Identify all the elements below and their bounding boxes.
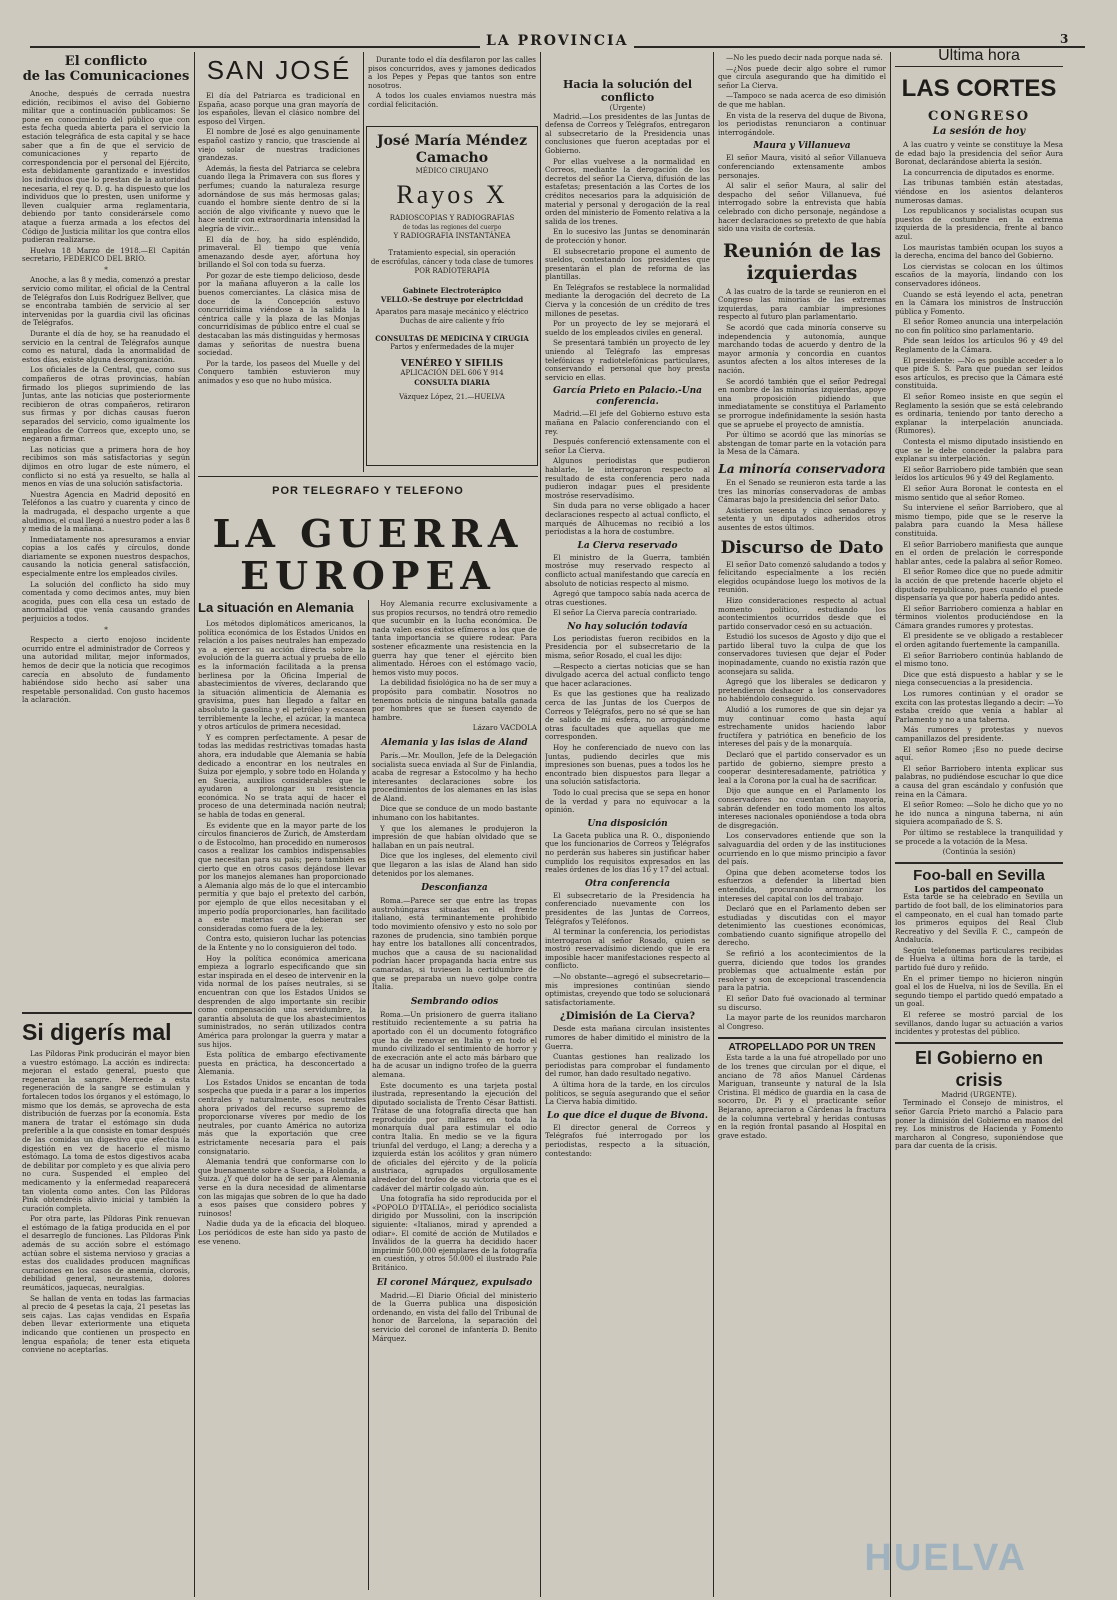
continuation-note: (Continúa la sesión) xyxy=(942,847,1016,857)
paragraph: El señor Maura, visitó al señor Villanueva conferenciando extensamente ambos personajes. xyxy=(718,153,886,180)
paragraph: Los conservadores entiende que son la salvaguardia del orden y de las instituciones ocurriendo en lo que mismo principio a favor del país. xyxy=(718,831,886,867)
paragraph: Cuantas gestiones han realizado los periodistas para comprobar el fundamento del rumor, han dado resultado negativo. xyxy=(545,1052,710,1079)
paragraph: Roma.—Un prisionero de guerra italiano restituido recientemente a su patria ha aportado con él un documento fotográfico que ha de renovar en Italia y en todo el mundo civilizado el sentimiento de horror y de execración ante el acto más bárbaro que ha de acusar un indigno trofeo de la guerra alemana. xyxy=(372,1009,537,1079)
paragraph: El señor Barriobero manifiesta que aunque en el orden de prelación le corresponde hablar antes, cede la palabra al señor Romeo. xyxy=(895,539,1063,566)
subtitle: Maura y Villanueva xyxy=(753,141,851,152)
paragraph: Agregó que tampoco sabía nada acerca de otras cuestiones. xyxy=(545,589,710,607)
paragraph: Hoy la política económica americana empieza a lograrlo especificando que sin estar inspirada en el deseo de intervenir en la vida normal de los países neutrales, si se encuentran con que los Estados Unidos se desprenden de algo importante sin recibir como compensación una servidumbre, la garantía absoluta de que los abastecimientos suministrados, no serán utilizados contra América para prolongar la guerra y matar a sus hijos. xyxy=(198,953,366,1049)
paragraph: A todos los cuales enviamos nuestra más cordial felicitación. xyxy=(368,91,536,109)
paragraph: Los oficiales de la Central, que, como sus compañeros de otras provincias, habían firmado los pliegos suprimiendo de las Juntas, ante las noticias que posteriormente recibieron de otras compañeros, retiraron sus firmas y por dichas causas fueron separados del servicio, como igualmente los empleados de Correos que, excepto uno, se negaron a firmar. xyxy=(22,365,190,444)
paragraph: Anoche, a las 8 y media, comenzó a prestar servicio como militar, el oficial de la Central de Telégrafos don Luis Rodríguez Bellver, que se encontraba también de servicio al ser intervenidas por la guardia civil las oficinas de Telégrafos. xyxy=(22,275,190,328)
ad-line: RADIOSCOPIAS Y RADIOGRAFIAS xyxy=(389,214,515,222)
paragraph: Agregó que los liberales se dedicaron y pretendieron deshacer a los conservadores no habiéndolo conseguido. xyxy=(718,677,886,704)
guerra-subtitle: Sembrando odios xyxy=(410,996,499,1007)
paragraph: Roma.—Parece ser que entre las tropas austrohúngaras situadas en el frente italiano, está terminantemente prohibido todo movimiento ofensivo y esto no solo por razones de prudencia, sino también porque hay entre los batallones allí concentrados, muchos que a causa de su nacionalidad podrían hacer propaganda hacia entre sus camaradas, si tuviesen la certidumbre de que se preparaba un nuevo golpe contra Italia. xyxy=(372,896,537,992)
subtitle: Los partidos del campeonato xyxy=(914,883,1044,894)
paragraph: Una fotografía ha sido reproducida por el «POPOLO D'ITALIA», el periódico socialista dirigido por Mussolini, con la inscripción siguiente: «Italianos, mirad y aprended a odiar». El comité de acción de Mutilados e Inválidos de la guerra ha decidido hacer imprimir 500.000 ejemplares de la fotografía en cuestión, y otros 50.000 el ilustrado Pale Británico. xyxy=(372,1194,537,1272)
paragraph: Hoy Alemania recurre exclusivamente a sus propios recursos, no tendrá otro remedio que sucumbir en la lucha económica. De nada valen esos éxitos efímeros a los que de tanta importancia se quiere rodear. Para sostener eficazmente una resistencia en la guerra hay que tener el ejército bien alimentado. Héroes con el estómago vacío, hemos visto muy pocos. xyxy=(372,600,537,677)
subtitle: La sesión de hoy xyxy=(932,126,1026,137)
paragraph: En Telégrafos se restablece la normalidad mediante la derogación del decreto de La Cierva y la concesión de un crédito de tres millones de pesetas. xyxy=(545,282,710,318)
guerra-col-a xyxy=(198,600,366,1590)
paragraph: Por otra parte, las Píldoras Pink renuevan el estómago de la fatiga producida en el por el desarreglo de funciones. Las Píldoras Pink además de su acción sobre el estómago actúan sobre el sistema nervioso y gracias a estas dos cualidades producen magníficas curaciones en los casos de anemia, clorosis, debilidad general, neurastenia, dolores reumáticos, jaquecas, neuralgias. xyxy=(22,1214,190,1293)
article-tag: (Urgente) xyxy=(609,103,646,112)
paragraph: Los republicanos y socialistas ocupan sus puestos de costumbre en la extrema izquierda de la presidencia, frente al banco azul. xyxy=(895,206,1063,241)
paragraph: Las noticias que a primera hora de hoy recibimos son más satisfactorias y según dijimos en otro lugar de este número, el conflicto si no está ya resuelto, se halla al menos en vías de una solución satisfactoria. xyxy=(22,444,190,489)
paragraph: Después conferenció extensamente con el señor La Cierva. xyxy=(545,437,710,455)
paragraph: El señor Romeo ¡Eso no puede decirse aquí. xyxy=(895,744,1063,763)
paragraph: El señor La Cierva parecía contrariado. xyxy=(553,608,698,618)
paragraph: Hizo consideraciones respecto al actual momento político, estudiando los acontecimientos ocurridos desde que el partido conservador cesó en su actuación. xyxy=(718,595,886,631)
paragraph: Es evidente que en la mayor parte de los círculos financieros de Zurich, de Amsterdam o de Estocolmo, han procedido en numerosos casos a realizar los cambios indispensables que necesitan para su país; pero también es cierto que en otros casos dejándose llevar por los manejos alemanes han proporcionado a Alemania algo más de lo que el intercambio permitía y que bajo el pretexto del carbón, por ejemplo de que ellos necesitaban y el imperio podía proporcionarles, han facilitado a este materias que debieran ser consideradas como fuera de la ley. xyxy=(198,820,366,933)
paragraph: Por un proyecto de ley se mejorará el sueldo de los empleados civiles en general. xyxy=(545,319,710,337)
box-gobierno xyxy=(895,1042,1063,1151)
article-tag: Madrid (URGENTE). xyxy=(941,1089,1017,1099)
paragraph: El señor Aura Boronat le contesta en el mismo sentido que al señor Romeo. xyxy=(895,483,1063,502)
article-title: Foo-ball en Sevilla xyxy=(913,866,1045,884)
paragraph: Los Estados Unidos se encantan de toda sospecha que pueda ir a parar a los imperios centrales y naturalmente, esos neutrales ahora privados del recurso supremo de proporcionarse víveres por medio de los neutrales, por cuanto América no autoriza más que la exportación que cree estrictamente necesaria para el país consignatario. xyxy=(198,1077,366,1156)
paragraph: Dice que se conduce de un modo bastante inhumano con los habitantes. xyxy=(372,804,537,823)
column-divider xyxy=(363,52,364,472)
paragraph: Cuando se está leyendo el acta, penetran en la Cámara los ministros de Instrucción pública y Fomento. xyxy=(895,289,1063,316)
column-divider xyxy=(540,52,541,1597)
paragraph: Todo lo cual precisa que se sepa en honor de la verdad y para no equivocar a la opinión. xyxy=(545,787,710,815)
paragraph: Se acordó también que el señor Pedregal en nombre de las minorías izquierdas, apoye una proposición pidiendo que inmediatamente se constituya el Parlamento se prorrogue indefinidamente la sesión hasta que se apruebe el proyecto de amnistía. xyxy=(718,376,886,429)
paragraph: París.—Mr. Moullon, Jefe de la Delegación socialista sueca enviada al Sur de Finlandia, acaba de regresar a Estocolmo y ha hecho interesantes declaraciones sobre los procedimientos de los alemanes en las islas de Aland. xyxy=(372,750,537,803)
section-rule xyxy=(22,1012,192,1014)
paragraph: Terminado el Consejo de ministros, el señor García Prieto marchó a Palacio para poner la dimisión del Gobierno en manos del rey. Los ministros de Hacienda y Fomento marcharon al Congreso, suponiéndose que para dar cuenta de la crisis. xyxy=(895,1098,1063,1151)
paragraph: Respecto a cierto enojoso incidente ocurrido entre el administrador de Correos y una autoridad militar, mejor informados, hemos de decir que la noticia que recogimos carecía en absoluto de fundamento habiéndose sido hecho así saber una respetable personalidad. Con gusto hacemos la aclaración. xyxy=(22,635,190,705)
guerra-subtitle: El coronel Márquez, expulsado xyxy=(376,1277,533,1288)
paragraph: A última hora de la tarde, en los círculos políticos, se seguía asegurando que el señor La Cierva había dimitido. xyxy=(545,1080,710,1107)
article-title: Discurso de Dato xyxy=(720,537,884,558)
paragraph: Nadie duda ya de la eficacia del bloqueo. Los periódicos de este han sido ya pasto de ese veneno. xyxy=(198,1219,366,1246)
paragraph: Las Píldoras Pink producirán el mayor bien a vuestro estómago. La acción es indirecta: mejoran el estado general, puesto que regeneran la sangre. Mercede a esta regeneración de la sangre se estimulan y fortalecen todos los órganos y el estómago, lo mismo que los demás, se aprovecha de esta distribución de fuerzas por la economía. Esta manera de tratar el estómago sin duda preferible a la que consiste en tomar después de las comidas un digestivo que efectúa la digestión en vez de hacerlo el mismo estómago. La toma de estos digestivos acaba de debilitar por completo y es que alivia pero no cura. Suspended el empleo del medicamento y la enfermedad reaparecerá tan violenta como antes. Con las Píldoras Pink obtendréis alivio inicial y también la curación completa. xyxy=(22,1049,190,1213)
ad-doctor xyxy=(366,126,538,466)
paragraph: El día de hoy, ha sido espléndido, primaveral. El tiempo que venía amenazando desde ayer, afórtuna hoy brillando el Sol con toda su fuerza. xyxy=(198,234,360,270)
ad-doctor-name: José María Méndez Camacho xyxy=(376,133,528,166)
paragraph: Dice que los ingleses, del elemento civil que llegaron a las islas de Aland han sido detenidos por los alemanes. xyxy=(372,851,537,878)
article-title: Hacia la solución del conflicto xyxy=(562,78,693,104)
paragraph: Dice que está dispuesto a hablar y se le niega consecuencias a la presidencia. xyxy=(895,669,1063,688)
paragraph: Contesta el mismo diputado insistiendo en que se le debe conceder la palabra para explanar su interpelación. xyxy=(895,437,1063,464)
paragraph: Se acordó que cada minoría conserve su independencia y autonomía, aunque marchando todas de acuerdo y dentro de la mayor armonía y concordia en cuantos asuntos afecten a los altos intereses de la nación. xyxy=(718,323,886,376)
paragraph: Asistieron sesenta y cinco senadores y setenta y un diputados adheridos otros ausentes de estos últimos. xyxy=(718,505,886,532)
ad-line: POR RADIOTERAPIA xyxy=(414,267,490,275)
subtitle: CONGRESO xyxy=(927,109,1031,124)
subtitle: No hay solución todavía xyxy=(567,621,688,632)
paragraph: Y que los alemanes le produjeron la impresión de que habían olvidado que se hallaban en un país neutral. xyxy=(372,823,537,850)
box-title: ATROPELLADO POR UN TREN xyxy=(728,1042,876,1054)
box-atropellado xyxy=(718,1037,886,1140)
ad-title: Si digerís mal xyxy=(22,1019,172,1045)
subtitle: La minoría conservadora xyxy=(718,461,886,476)
paragraph: El nombre de José es algo genuinamente español castizo y rancio, que trasciende al viejo solar de nuestras tradiciones grandezas. xyxy=(198,127,360,163)
paragraph: Madrid.—El jefe del Gobierno estuvo esta mañana en Palacio conferenciando con el rey. xyxy=(545,409,710,436)
paragraph: El señor Romeo anuncia una interpelación no con fin político sino parlamentario. xyxy=(895,317,1063,335)
ad-line: CONSULTAS DE MEDICINA Y CIRUGIA xyxy=(375,334,529,343)
ad-line: de todas las regiones del cuerpo xyxy=(402,224,502,231)
watermark-huelva: HUELVA xyxy=(864,1537,1027,1579)
subtitle: ¿Dimisión de La Cierva? xyxy=(560,1011,695,1023)
ad-line: Aparatos para masaje mecánico y eléctrico xyxy=(375,308,529,316)
paragraph: Según telefonemas particulares recibidas de Huelva a última hora de la tarde, el partido fué duro y reñido. xyxy=(895,945,1063,973)
paragraph: La mayor parte de los reunidos marcharon al Congreso. xyxy=(718,1013,886,1031)
paragraph: Al salir el señor Maura, al salir del despacho del señor Villanueva, fué interrogado sobre la entrevista que había celebrado con dicho personaje, negándose a hacer declaraciones so pretexto de que había sido una visita de cortesía. xyxy=(718,181,886,234)
paragraph: El señor Barriobero intenta explicar sus palabras, no pudiéndose escuchar lo que dice a causa del gran escándalo y confusión que reina en la Cámara. xyxy=(895,763,1063,799)
paragraph: A las cuatro de la tarde se reunieron en el Congreso las minorías de las extremas izquierdas, para cambiar impresiones respecto al futuro plan parlamentario. xyxy=(718,286,886,322)
box-football xyxy=(895,862,1063,1037)
article-san-jose xyxy=(198,54,360,472)
paragraph: Anoche, después de cerrada nuestra edición, recibimos el aviso del Gobierno militar que a continuación publicamos: Se pone en conocimiento del público que con esta fecha queda abierta para el servicio la estación telegráfica de esta capital y se hace saber que a fin de que el servicio de comunicaciones y reparto de correspondencia por el personal del Ejército, esta debidamente garantizado e investidos los individuos que lo prestan de la autoridad necesaria, el rey q. D. g. ha dispuesto que los individuos que lo presten, usen uniforme y lleven cualquier arma reglamentaria, debiendo por tanto considerársele como ataque a fuerza armada a los efectos del Código de Justicia militar los que contra ellos pudieran realizarse. xyxy=(22,89,190,245)
paragraph: Se hallan de venta en todas las farmacias al precio de 4 pesetas la caja, 21 pesetas las seis cajas. Las cajas vendidas en España deben llevar exteriormente una etiqueta indicando que contienen un prospecto en lengua española; de tener esta etiqueta conviene no aceptarlas. xyxy=(22,1293,190,1355)
paragraph: Los métodos diplomáticos americanos, la política económica de los Estados Unidos en relación a los países neutrales han empezado ya a ejercer su acción directa sobre la evolución de la guerra actual y prueba de ello es la información facilitada a la prensa berlinesa por la Oficina Imperial de abastecimientos de víveres, declarando que la situación alimenticia de Alemania es gravísima, pues han llegado a faltar en absoluto la gasolina y el petróleo y escasean terriblemente la leche, el azúcar, la manteca y otros artículos de primera necesidad. xyxy=(198,619,366,732)
article-san-jose-cont xyxy=(368,56,536,121)
paragraph: Por la tarde, los paseos del Muelle y del Conquero también estuvieron muy animados y eso que no hubo música. xyxy=(198,358,360,385)
paragraph: Estudió los sucesos de Agosto y dijo que el partido liberal tuvo la culpa de que los conservadores tuviesen que dejar el Poder inopinadamente, cuando no existía razón que aconsejara su salida. xyxy=(718,632,886,676)
ad-line: Partos y enfermedades de la mujer xyxy=(390,343,514,351)
paragraph: Por gozar de este tiempo delicioso, desde por la mañana afluyeron a la calle los buenos comerciantes. La clásica misa de doce de la Concepción estuvo concurridísima viéndose a la salida la céntrica calle y la plaza de las Monjas concurridísimas de público entre el cual se destacaban las más distinguidas y hermosas damas y señoritas de nuestra buena sociedad. xyxy=(198,270,360,358)
paragraph: Declaró que el partido conservador es un partido de gobierno, siempre presto a cooperar desinteresadamente, patriótica y leal a la Corona por la cual ha de sacrificar. xyxy=(718,750,886,785)
separator: * xyxy=(104,264,108,274)
paragraph: En el Senado se reunieron esta tarde a las tres las minorías conservadoras de ambas Cámaras bajo la presidencia del señor Dato. xyxy=(718,477,886,505)
paragraph: Esta política de embargo efectivamente puesta en práctica, ha desconcertado a Alemania. xyxy=(198,1050,366,1077)
paragraph: Madrid.—Los presidentes de las Juntas de defensa de Correos y Telégrafos, entregaron al subsecretario de la Presidencia unas conclusiones que fueron aceptadas por el Gobierno. xyxy=(545,111,710,155)
ad-line: Gabinete Electroterápico xyxy=(402,286,502,295)
paragraph: El señor Barriobero continúa hablando de el mismo tono. xyxy=(895,650,1063,669)
paragraph: Es que las gestiones que ha realizado cerca de las Juntas de los Cuerpos de Correos y Telégrafos, pero no sé que se han de salido de mí esfera, no arrogándome otras facultades que aquellas que me corresponden. xyxy=(545,689,710,742)
paragraph: Madrid.—El Diario Oficial del ministerio de la Guerra publica una disposición ordenando, en vista del fallo del Tribunal de honor de Barcelona, la separación del servicio del coronel de infantería D. Benito Márquez. xyxy=(372,1290,537,1343)
paragraph: Los ciervistas se colocan en los últimos escaños de la mayoría, lindando con los conservadores idóneos. xyxy=(895,261,1063,288)
paragraph: En lo sucesivo las Juntas se denominarán de protección y honor. xyxy=(545,227,710,245)
subtitle: Otra conferencia xyxy=(584,878,671,889)
paragraph: El día del Patriarca es tradicional en España, acaso porque una gran mayoría de los españoles, llevan el clásico nombre del esposo del Virgen. xyxy=(198,91,360,126)
paragraph: —Tampoco se nada acerca de eso dimisión de que me hablan. xyxy=(718,91,886,109)
paragraph: Por último se restablece la tranquilidad y se procede a la votación de la Mesa. xyxy=(895,827,1063,846)
subtitle: Una disposición xyxy=(587,818,668,829)
paragraph: Al terminar la conferencia, los periodistas interrogaron al señor Rosado, quien se mostró reservadísimo diciendo que le era imposible hacer manifestaciones respecto al conflicto. xyxy=(545,927,710,971)
paragraph: Durante el día de hoy, se ha reanudado el servicio en la central de Telégrafos aunque como es natural, dada la anormalidad de estos días, existe alguna desorganización. xyxy=(22,329,190,364)
paragraph: El presidente: —No es posible acceder a lo que pide S. S. Para que puedan ser leídos esos artículos, es preciso que la Cámara esté constituida. xyxy=(895,355,1063,391)
paragraph: El señor Romeo dice que no puede admitir la acción de que pretende hacerle objeto el diputado republicano, pues cuando el puede dispensaría ya que por haberla pedido antes. xyxy=(895,567,1063,603)
paragraph: Pide sean leídos los artículos 96 y 49 del Reglamento de la Cámara. xyxy=(895,336,1063,355)
paragraph: Dijo que aunque en el Parlamento los conservadores no cuentan con mayoría, sabrán defender en todo momento los altos intereses nacionales oponiéndose a toda obra de disgregación. xyxy=(718,786,886,830)
paragraph: —¿Nos puede decir algo sobre el rumor que circula asegurando que ha dimitido el señor La Cierva. xyxy=(718,63,886,90)
article-title: SAN JOSÉ xyxy=(206,55,352,85)
signature: Lázaro VACDOLA xyxy=(472,723,537,733)
article-title: El Gobierno en crisis xyxy=(914,1047,1043,1090)
paragraph: Se presentará también un proyecto de ley uniendo al Telégrafo las empresas telefónicas y radiotelefónicas particulares, conservando el personal que hoy presta servicio en ellas. xyxy=(545,338,710,382)
paragraph: El ministro de la Guerra, también mostróse muy reservado respecto al conflicto actual manifestando que carecía en absoluto de noticias respecto al mismo. xyxy=(545,552,710,588)
ad-line: APLICACIÓN DEL 606 Y 914 xyxy=(400,369,504,377)
paragraph: El señor Barriobero pide también que sean leídos los artículos 96 y 49 del Reglamento. xyxy=(895,464,1063,483)
paragraph: —Respecto a ciertas noticias que se han divulgado acerca del actual conflicto tengo que hacer aclaraciones. xyxy=(545,661,710,688)
paragraph: El referee se mostró parcial de los sevillanos, dando lugar su actuación a varios incidentes y protestas del público. xyxy=(895,1010,1063,1037)
paragraph: Durante todo el día desfilaron por las calles pisos concurridos, aves y jamones dedicados a los Pepes y Pepas que tantos son entre nosotros. xyxy=(368,56,536,90)
ad-line: CONSULTA DIARIA xyxy=(414,378,490,387)
paragraph: Este documento es una tarjeta postal ilustrada, representando la ejecución del diputado socialista de Trento César Battisti. Trátase de una fotografía directa que han reproducido por millares en toda la monarquía dual para estimular el odio contra Italia. En medio se ve la figura triunfal del verdugo, el Lang; a derecha y a izquierda están los acólitos y gran número de oficiales del ejército y de la policía austriaca, agrupados orgullosamente alrededor del trofeo de su victoria que es el cadáver del mártir colgado aún. xyxy=(372,1080,537,1193)
article-hacia-solucion xyxy=(545,54,710,1589)
paragraph: Además, la fiesta del Patriarca se celebra cuando llega la Primavera con sus flores y perfumes; cuando la naturaleza resurge adornándose de sus más hermosas galas; cuando el hombre siente dentro de sí la acción de algo vivificante y nuevo que le hace sentir con extraordinaria intensidad la alegría de vivir... xyxy=(198,163,360,233)
article-conflicto xyxy=(22,54,190,1009)
paragraph: El señor Dato comenzó saludando a todos y felicitando especialmente a los recién elegidos ocupándose luego los motivos de la reunión. xyxy=(718,559,886,595)
paragraph: Las tribunas también están atestadas, viéndose en los asientos delanteros numerosas damas. xyxy=(895,178,1063,205)
paragraph: El señor Romeo: —Solo he dicho que yo no he ido nunca a ninguna taberna, ni aún siquiera acompañado de S. S. xyxy=(895,800,1063,827)
paragraph: Inmediatamente nos apresuramos a enviar copias a los cafés y círculos, donde diariamente se exponen nuestros despachos, causando la noticia general satisfacción, especialmente entre los empleados civiles. xyxy=(22,534,190,579)
guerra-col-b xyxy=(372,600,537,1590)
column-divider xyxy=(368,600,369,1590)
paragraph: Más rumores y protestas y nuevos campanillazos del presidente. xyxy=(895,725,1063,743)
ad-line: VENÉREO Y SIFILIS xyxy=(400,359,504,369)
guerra-subtitle: Alemania y las islas de Aland xyxy=(381,737,528,748)
section-header: Ultima hora xyxy=(895,46,1063,67)
separator: * xyxy=(104,624,108,634)
paragraph: —No les puedo decir nada porque nada sé. xyxy=(726,54,883,62)
column-divider xyxy=(890,52,891,1597)
guerra-title: LA GUERRA xyxy=(212,511,524,556)
paragraph: A las cuatro y veinte se constituye la Mesa de edad bajo la presidencia del señor Aura Boronat, declarándose abierta la sesión. xyxy=(895,140,1063,167)
subtitle: García Prieto en Palacio.-Una conferencia. xyxy=(553,386,702,408)
paragraph: —No obstante—agregó el subsecretario—mis impresiones continúan siendo optimistas, creyendo que todo se solucionará satisfactoriamente. xyxy=(545,972,710,1007)
paragraph: Algunos periodistas que pudieron hablarle, le interrogaron respecto al resultado de esta conferencia pero nada pudieron indagar pues el presidente mostróse reservadísimo. xyxy=(545,456,710,500)
ad-line: de escrófulas, cáncer y toda clase de tumores xyxy=(370,258,534,266)
paragraph: Aludió a los rumores de que sin dejar ya muy continuar como hasta aquí estrechamente unidos haciendo labor fructífera y patriótica en beneficio de los intereses del país y de la monarquía. xyxy=(718,705,886,749)
ad-pildoras-pink xyxy=(22,1018,190,1588)
paragraph: El subsecretario de la Presidencia ha conferenciado nuevamente con los presidentes de las Juntas de Correos, Telégrafos y Teléfonos. xyxy=(545,890,710,926)
paragraph: Los mauristas también ocupan los suyos a la derecha, encima del banco del Gobierno. xyxy=(895,242,1063,261)
paragraph: Se refirió a los acontecimientos de la guerra, diciendo que todos los grandes problemas que actualmente están por resolver y son de excepcional trascendencia para la patria. xyxy=(718,949,886,993)
column-divider xyxy=(194,52,195,1597)
signature: Huelva 18 Marzo de 1918.—El Capitán secretario, FEDERICO DEL BRIO. xyxy=(22,245,190,264)
article-ultima-hora xyxy=(895,46,1063,1591)
paragraph: Desde esta mañana circulan insistentes rumores de haber dimitido el ministro de la Guerra. xyxy=(545,1024,710,1051)
ad-line: Duchas de aire caliente y frío xyxy=(399,317,505,325)
paragraph: En vista de la reserva del duque de Bivona, los periodistas renunciaron a continuar interrogándole. xyxy=(718,110,886,137)
paragraph: Contra esto, quisieron luchar las potencias de la Entente y no lo consiguieron del todo. xyxy=(198,934,366,952)
paragraph: Su interviene el señor Barriobero, que al mismo tiempo, pide que se le reserve la palabra para cuando la Mesa hállese constituida. xyxy=(895,503,1063,538)
paragraph: Esta tarde se ha celebrado en Sevilla un partido de foot ball, de los eliminatorios para el campeonato, en el cual han tomado parte los primeros equipos del Real Club Recreativo y del Sevilla F. C., campeón de Andalucía. xyxy=(895,892,1063,945)
section-rule xyxy=(198,476,538,477)
paragraph: El señor Romeo insiste en que según el Reglamento la sesión que se está celebrando es ordinaria, teniendo por tanto derecho a explanar la interpelación anunciada. (Rumores). xyxy=(895,392,1063,436)
paragraph: Por ellas vuelvese a la normalidad en Correos, mediante la derogación de los decretos del señor La Cierva, difusión de las estafetas; presentación a las Cortes de los créditos necesarios para la adquisición de material y personal y derogación de la real orden del ministerio de Fomento relativa a la salida de los trenes. xyxy=(545,156,710,226)
paragraph: Alemania tendrá que conformarse con lo que buenamente sobre a Suecia, a Holanda, a Suiza. ¿Y qué dolor ha de ser para Alemania verse en la dura necesidad de alimentarse con las migajas que sobren de lo que ha dado a esos países que considero pobres y ruinosos! xyxy=(198,1157,366,1218)
paragraph: La solución del conflicto ha sido muy comentada y como decimos antes, muy bien acogida, pues con ella cesa un estado de anormalidad que venía causando grandes perjuicios a todos. xyxy=(22,579,190,624)
paragraph: Opina que deben acometerse todos los esfuerzos a defender la libertad bien entendida, procurando armonizar los intereses del capital con los del trabajo. xyxy=(718,867,886,903)
paragraph: La Gaceta publica una R. O., disponiendo que los funcionarios de Correos y Telégrafos no perderán sus haberes sin justificar haber cumplido los requisitos expresados en las reales órdenes de los días 16 y 17 del actual. xyxy=(545,830,710,875)
page-number: 3 xyxy=(1060,32,1069,46)
article-column-6 xyxy=(718,54,886,1589)
article-title: El conflicto xyxy=(64,54,148,69)
ad-doctor-role: MÉDICO CIRUJANO xyxy=(415,167,489,175)
ad-line: Tratamiento especial, sin operación xyxy=(388,249,516,257)
ad-line: VELLO.-Se destruye por electricidad xyxy=(380,295,524,304)
paragraph: Nuestra Agencia en Madrid depositó en Teléfonos a las cuatro y cuarenta y cinco de la madrugada, el despacho urgente a que aludimos, el cual llegó a nuestro poder a las 8 y media de la mañana. xyxy=(22,489,190,534)
paragraph: El señor Dato fué ovacionado al terminar su discurso. xyxy=(718,994,886,1012)
guerra-title: EUROPEA xyxy=(240,553,496,598)
paragraph: En el primer tiempo no hicieron ningún goal el los de Huelva, ni los de Sevilla. En el segundo tiempo el partido quedó empatado a un goal. xyxy=(895,973,1063,1009)
article-title: Reunión de las izquierdas xyxy=(722,239,882,284)
paragraph: El presidente se ve obligado a restablecer el orden agitando fuertemente la campanilla. xyxy=(895,631,1063,650)
guerra-subtitle: Desconfianza xyxy=(421,883,488,894)
paragraph: El subsecretario propone el aumento de sueldos, contestando los presidentes que presentarán el plan de reforma de las plantillas. xyxy=(545,246,710,282)
subtitle: Lo que dice el duque de Bivona. xyxy=(547,1110,708,1121)
paragraph: Y es compren perfectamente. A pesar de todas las medidas restrictivas tomadas hasta ahora, era indudable que Alemania se había dedicado a encontrar en los neutrales en Suiza por ejemplo, y sobre todo en Holanda y en Suecia, auxilios considerables que le ayudaron a prolongar su resistencia económica. No se trata aquí de hacer el proceso de una determinada nación neutral; se habla de todas en general. xyxy=(198,732,366,820)
guerra-kicker: POR TELEGRAFO Y TELEFONO xyxy=(272,485,464,497)
paragraph: Declaró que en el Parlamento deben ser estudiadas y discutidas con el mayor detenimiento las cuestiones económicas, combatiendo cuanto signifique atropello del derecho. xyxy=(718,904,886,948)
paragraph: Por último se acordó que las minorías se abstengan de tomar parte en la votación para la Mesa de la Cámara. xyxy=(718,430,886,457)
paragraph: La concurrencia de diputados es enorme. xyxy=(903,167,1055,177)
ad-address: Vázquez López, 21.—HUELVA xyxy=(399,393,505,401)
ad-rayos: Rayos X xyxy=(396,180,508,209)
paragraph: El señor Barriobero comienza a hablar en términos violentos produciéndose en la Cámara grandes rumores y protestas. xyxy=(895,603,1063,630)
ad-line: Y RADIOGRAFIA INSTANTÁNEA xyxy=(393,232,511,240)
paragraph: Esta tarde a la una fué atropellado por uno de los trenes que circulan por el dique, el anciano de 78 años Manuel Cárdenas Mariguan, transeunte y natural de la Isla Cristina. El médico de guardia en la casa de socorro, Dr. Pi y el practicante señor Bejarano, apreciaron a Cárdenas la fractura de la columna vertebral y heridas contusas en la región frontal pasando al Hospital en grave estado. xyxy=(718,1053,886,1140)
article-title: LAS CORTES xyxy=(901,75,1057,102)
paragraph: Hoy he conferenciado de nuevo con las Juntas, pudiendo decirles que mis impresiones son buenas, pues a todos los he encontrado bien dispuestos para llegar a una solución satisfactoria. xyxy=(545,743,710,787)
paragraph: Sin duda para no verse obligado a hacer declaraciones respecto al actual conflicto, el marqués de Alhucemas no recibió a los periodistas a la hora de costumbre. xyxy=(545,501,710,537)
paragraph: La debilidad fisiológica no ha de ser muy a propósito para combatir. Nosotros no tenemos noticia de ninguna batalla ganada por hombres que se fuesen cayendo de hambre. xyxy=(372,678,537,722)
column-divider xyxy=(713,52,714,1597)
subtitle: La Cierva reservado xyxy=(577,540,678,551)
guerra-subtitle: La situación en Alemania xyxy=(198,600,354,615)
paragraph: El director general de Correos y Telégrafos fué interrogado por los periodistas, respecto a la situación, contestando: xyxy=(545,1122,710,1158)
paragraph: Los rumores continúan y el orador se excita con las protestas llegando a decir: —Yo estaba creído que venía a hablar al Parlamento y no a una taberna. xyxy=(895,689,1063,724)
masthead-title: LA PROVINCIA xyxy=(480,33,634,49)
article-title: de las Comunicaciones xyxy=(22,69,190,84)
paragraph: Los periodistas fueron recibidos en la Presidencia por el subsecretario de la misma, señor Rosado, el cual les dijo: xyxy=(545,633,710,661)
